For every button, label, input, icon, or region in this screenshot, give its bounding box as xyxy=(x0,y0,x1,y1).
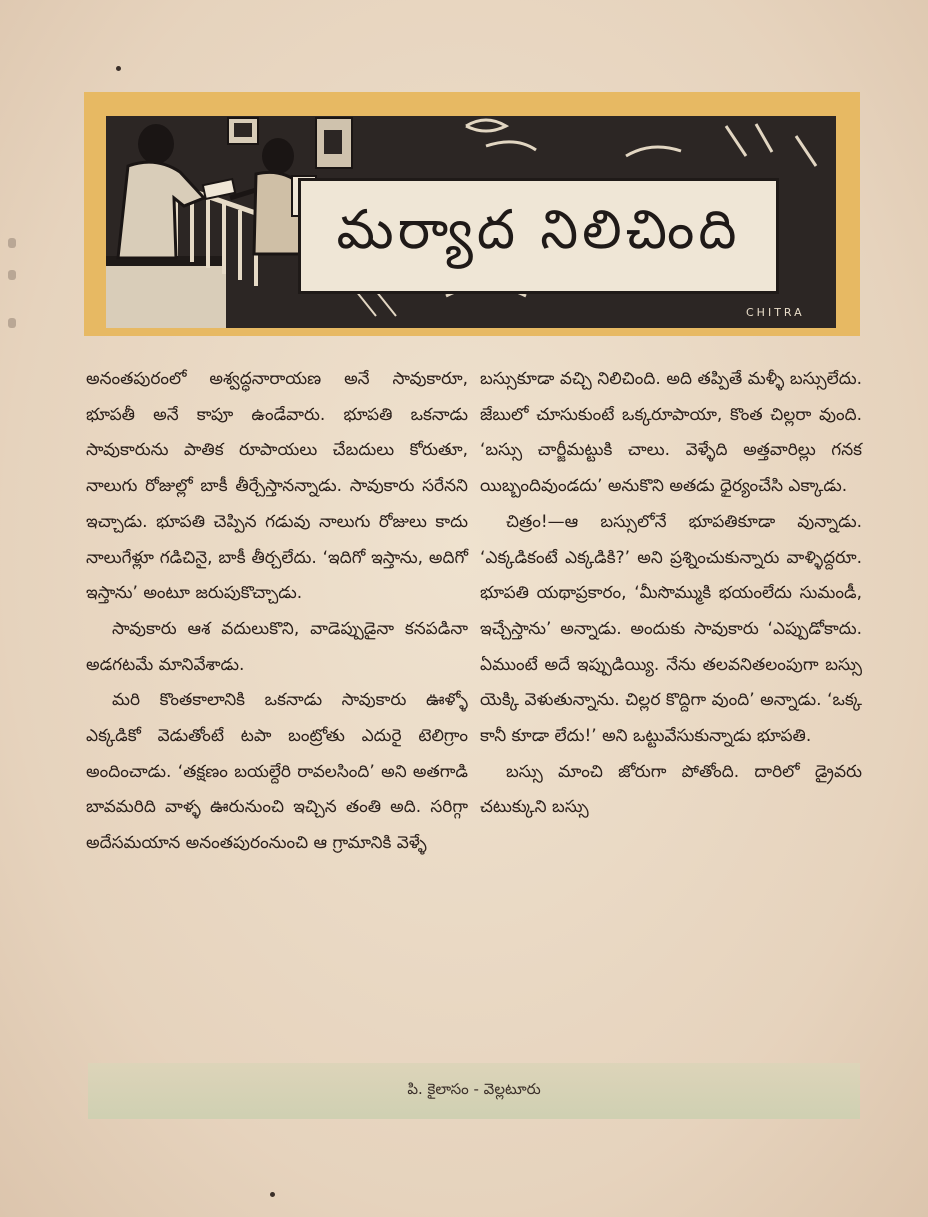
paragraph: సావుకారు ఆశ వదులుకొని, వాడెప్పుడైనా కనపడినా అడగటమే మానివేశాడు. xyxy=(86,618,468,675)
binding-hole xyxy=(8,270,16,280)
paragraph: బస్సుకూడా వచ్చి నిలిచింది. అది తప్పితే మళ్ళీ బస్సులేదు. జేబులో చూసుకుంటే ఒక్కరూపాయా, కొంత చిల్లరా వుంది. ‘బస్సు చార్జీమట్టుకి చాలు. వెళ్ళేది అత్తవారిల్లు గనక యిబ్బందివుండదు’ అనుకొని అతడు ధైర్యంచేసి ఎక్కాడు. xyxy=(480,369,862,497)
story-title: మర్యాద నిలిచింది xyxy=(298,178,779,294)
paragraph: బస్సు మాంచి జోరుగా పోతోంది. దారిలో డ్రైవరు చటుక్కుని బస్సు xyxy=(480,761,862,818)
text-column-right xyxy=(480,362,862,826)
ink-speck xyxy=(116,66,121,71)
binding-hole xyxy=(8,238,16,248)
illustrator-signature: CHITRA xyxy=(746,306,805,319)
author-footer xyxy=(88,1063,860,1119)
binding-hole xyxy=(8,318,16,328)
ink-speck xyxy=(270,1192,275,1197)
paragraph: మరి కొంతకాలానికి ఒకనాడు సావుకారు ఊళ్ళో ఎక్కడికో వెడుతోంటే టపా బంట్రోతు ఎదురై టెలిగ్రాం అందించాడు. ‘తక్షణం బయల్దేరి రావలసింది’ అని అతగాడి బావమరిది వాళ్ళ ఊరునుంచి ఇచ్చిన తంతి అది. సరిగ్గా అదేసమయాన అనంతపురంనుంచి ఆ గ్రామానికి వెళ్ళే xyxy=(86,690,468,854)
paragraph: అనంతపురంలో అశ్వద్ధనారాయణ అనే సావుకారూ, భూపతీ అనే కాపూ ఉండేవారు. భూపతి ఒకనాడు సావుకారును పాతిక రూపాయలు చేబదులు కోరుతూ, నాలుగు రోజుల్లో బాకీ తీర్చేస్తానన్నాడు. సావుకారు సరేనని ఇచ్చాడు. భూపతి చెప్పిన గడువు నాలుగు రోజులు కాదు నాలుగేళ్లూ గడిచినై, బాకీ తీర్చలేదు. ‘ఇదిగో ఇస్తాను, అదిగో ఇస్తాను’ అంటూ జరుపుకొచ్చాడు. xyxy=(86,369,468,604)
paragraph: చిత్రం!—ఆ బస్సులోనే భూపతికూడా వున్నాడు. ‘ఎక్కడికంటే ఎక్కడికి?’ అని ప్రశ్నించుకున్నారు వాళ్ళిద్దరూ. భూపతి యథాప్రకారం, ‘మీసొమ్ముకి భయంలేదు సుమండీ, ఇచ్చేస్తాను’ అన్నాడు. అందుకు సావుకారు ‘ఎప్పుడోకాదు. ఏముంటే అదే ఇప్పుడియ్యి. నేను తలవనితలంపుగా బస్సు యెక్కి వెళుతున్నాను. చిల్లర కొద్దిగా వుంది’ అన్నాడు. ‘ఒక్క కానీ కూడా లేదు!’ అని ఒట్టువేసుకున్నాడు భూపతి. xyxy=(480,511,862,747)
author-credit: పి. కైలాసం - వెల్లటూరు xyxy=(407,1080,541,1098)
text-column-left xyxy=(86,362,468,862)
